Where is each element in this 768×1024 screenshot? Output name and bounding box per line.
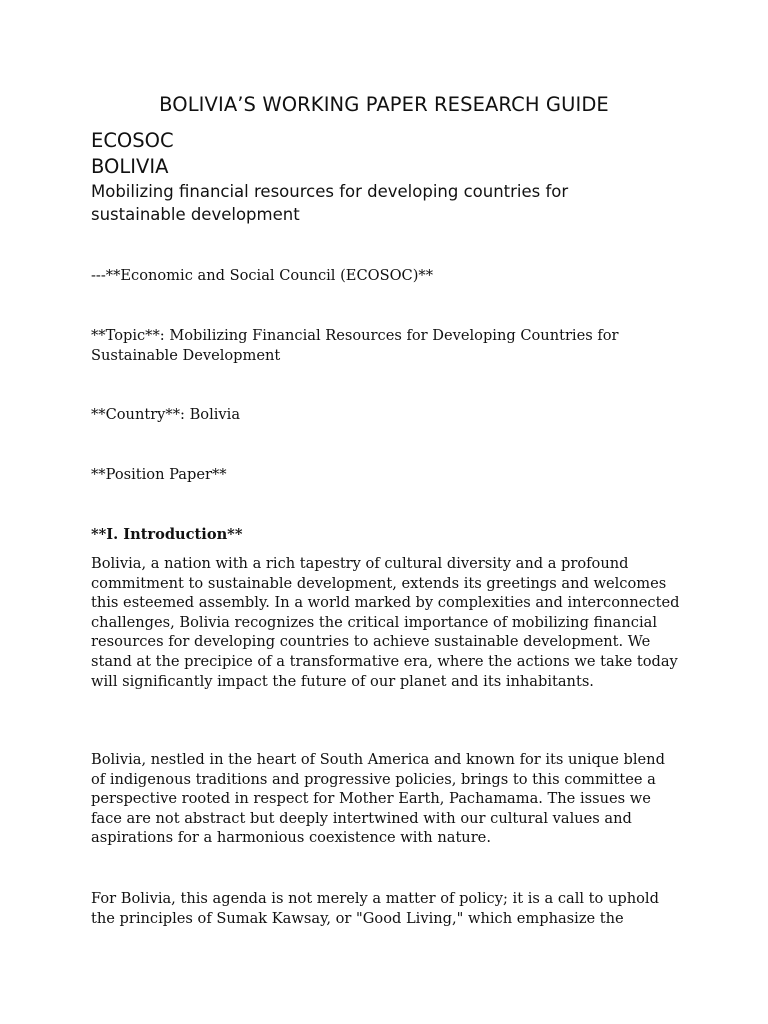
- country-line: **Country**: Bolivia: [91, 406, 241, 423]
- introduction-heading: **I. Introduction**: [91, 526, 243, 543]
- position-paper-line: **Position Paper**: [91, 466, 227, 483]
- committee-heading: ECOSOC: [91, 129, 174, 152]
- topic-line: **Topic**: Mobilizing Financial Resources for Developing Countries for Sustainable Development: [91, 327, 619, 364]
- country-heading: BOLIVIA: [91, 155, 169, 178]
- paragraph-3: For Bolivia, this agenda is not merely a matter of policy; it is a call to uphold the principles of Sumak Kawsay, or "Good Living," which emphasize the: [91, 890, 659, 927]
- topic-heading: Mobilizing financial resources for developing countries for sustainable development: [91, 182, 569, 224]
- council-line: ---**Economic and Social Council (ECOSOC)**: [91, 267, 434, 284]
- document-title: BOLIVIA’S WORKING PAPER RESEARCH GUIDE: [159, 93, 609, 116]
- paragraph-1: Bolivia, a nation with a rich tapestry of cultural diversity and a profound commitment to sustainable development, extends its greetings and welcomes this esteemed assembly. In a world marked by complexities and interconnected challenges, Bolivia recognizes the critical importance of mobilizing financial resources for developing countries to achieve sustainable development. We stand at the precipice of a transformative era, where the actions we take today will significantly impact the future of our planet and its inhabitants.: [91, 555, 680, 690]
- paragraph-2: Bolivia, nestled in the heart of South America and known for its unique blend of indigenous traditions and progressive policies, brings to this committee a perspective rooted in respect for Mother Earth, Pachamama. The issues we face are not abstract but deeply intertwined with our cultural values and aspirations for a harmonious coexistence with nature.: [91, 751, 665, 847]
